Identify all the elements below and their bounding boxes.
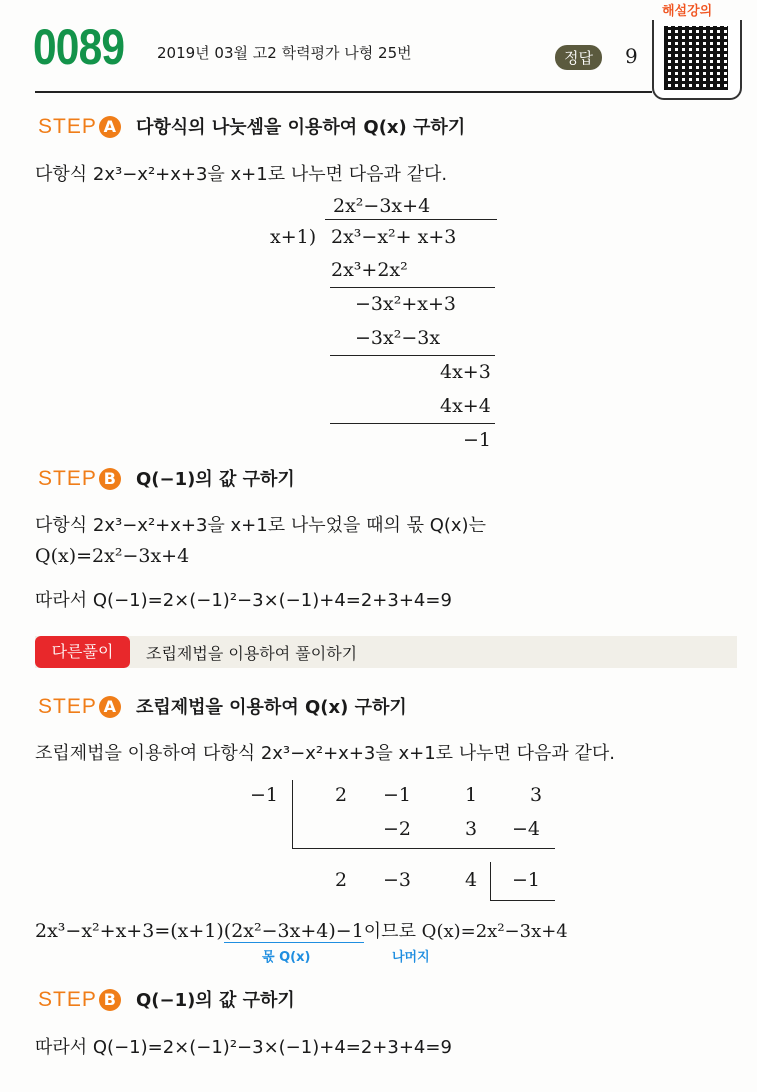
eq-lhs: 2x³−x²+x+3=(x+1)	[35, 920, 224, 942]
step-b-text: 따라서 Q(−1)=2×(−1)²−3×(−1)+4=2+3+4=9	[35, 1037, 452, 1058]
step-label: STEP	[38, 988, 97, 1011]
ld-line	[330, 423, 495, 424]
step-label: STEP	[38, 695, 97, 718]
step-letter-icon: B	[99, 468, 121, 490]
sd-rem-hline	[490, 900, 555, 901]
step-a-heading	[38, 113, 465, 139]
step-a-heading	[38, 693, 407, 719]
step-a-text: 다항식 2x³−x²+x+3을 x+1로 나누면 다음과 같다.	[35, 164, 448, 185]
ld-row: 4x+4	[440, 395, 491, 417]
qr-label: 해설강의	[662, 4, 713, 19]
step-b-line: Q(x)=2x²−3x+4	[35, 545, 190, 567]
sd-hline	[292, 848, 555, 849]
ld-row: 4x+3	[440, 361, 491, 383]
step-title: 조립제법을 이용하여 Q(x) 구하기	[135, 697, 407, 718]
ld-row: −3x²+x+3	[355, 293, 456, 315]
ld-line	[330, 355, 495, 356]
step-letter-icon: A	[99, 696, 121, 718]
ld-row: 2x³+2x²	[331, 259, 408, 281]
alt-solution-title: 조립제법을 이용하여 풀이하기	[146, 644, 358, 663]
sd-cell: 3	[465, 818, 478, 840]
ld-divisor: x+1)	[270, 226, 317, 248]
sd-cell: 3	[530, 784, 543, 806]
remainder-label: 나머지	[392, 950, 430, 965]
step-b-line: 다항식 2x³−x²+x+3을 x+1로 나누었을 때의 몫 Q(x)는	[35, 515, 486, 536]
problem-source: 2019년 03월 고2 학력평가 나형 25번	[157, 44, 412, 62]
step-b-heading	[38, 465, 295, 491]
step-b-heading	[38, 986, 295, 1012]
quotient-label: 몫 Q(x)	[262, 950, 311, 965]
problem-number: 0089	[33, 19, 125, 75]
ld-quotient: 2x²−3x+4	[333, 195, 431, 217]
step-title: Q(−1)의 값 구하기	[135, 990, 295, 1011]
sd-cell: 4	[465, 869, 478, 891]
eq-quotient: (2x²−3x+4)	[223, 920, 336, 942]
ld-row: −3x²−3x	[355, 327, 441, 349]
eq-rest: 이므로 Q(x)=2x²−3x+4	[363, 921, 568, 942]
step-label: STEP	[38, 467, 97, 490]
sd-cell: 1	[465, 784, 478, 806]
sd-cell: 2	[335, 784, 348, 806]
sd-cell: −3	[383, 869, 412, 891]
sd-cell: −2	[383, 818, 412, 840]
eq-remainder: −1	[335, 920, 364, 942]
ld-line	[330, 287, 495, 288]
answer-value: 9	[625, 44, 638, 68]
ld-bar	[325, 219, 497, 220]
sd-cell: 2	[335, 869, 348, 891]
step-letter-icon: B	[99, 989, 121, 1011]
sd-root: −1	[250, 784, 279, 806]
qr-frame	[652, 20, 742, 100]
step-title: Q(−1)의 값 구하기	[135, 469, 295, 490]
alt-solution-bar	[35, 636, 737, 668]
sd-vline	[292, 780, 293, 848]
identity-equation	[35, 917, 568, 943]
ld-remainder: −1	[463, 429, 492, 451]
sd-cell: −4	[512, 818, 541, 840]
step-title: 다항식의 나눗셈을 이용하여 Q(x) 구하기	[135, 117, 466, 138]
header-divider	[35, 91, 652, 93]
sd-cell: −1	[383, 784, 412, 806]
step-letter-icon: A	[99, 116, 121, 138]
qr-code-icon[interactable]	[664, 26, 728, 90]
answer-badge: 정답	[555, 45, 602, 70]
sd-rem-vline	[490, 862, 491, 900]
sd-remainder: −1	[512, 869, 541, 891]
step-label: STEP	[38, 115, 97, 138]
alt-solution-label: 다른풀이	[35, 636, 130, 668]
step-b-line: 따라서 Q(−1)=2×(−1)²−3×(−1)+4=2+3+4=9	[35, 590, 452, 611]
ld-dividend: 2x³−x²+ x+3	[331, 226, 457, 248]
step-a-text: 조립제법을 이용하여 다항식 2x³−x²+x+3을 x+1로 나누면 다음과 같다.	[35, 743, 616, 764]
